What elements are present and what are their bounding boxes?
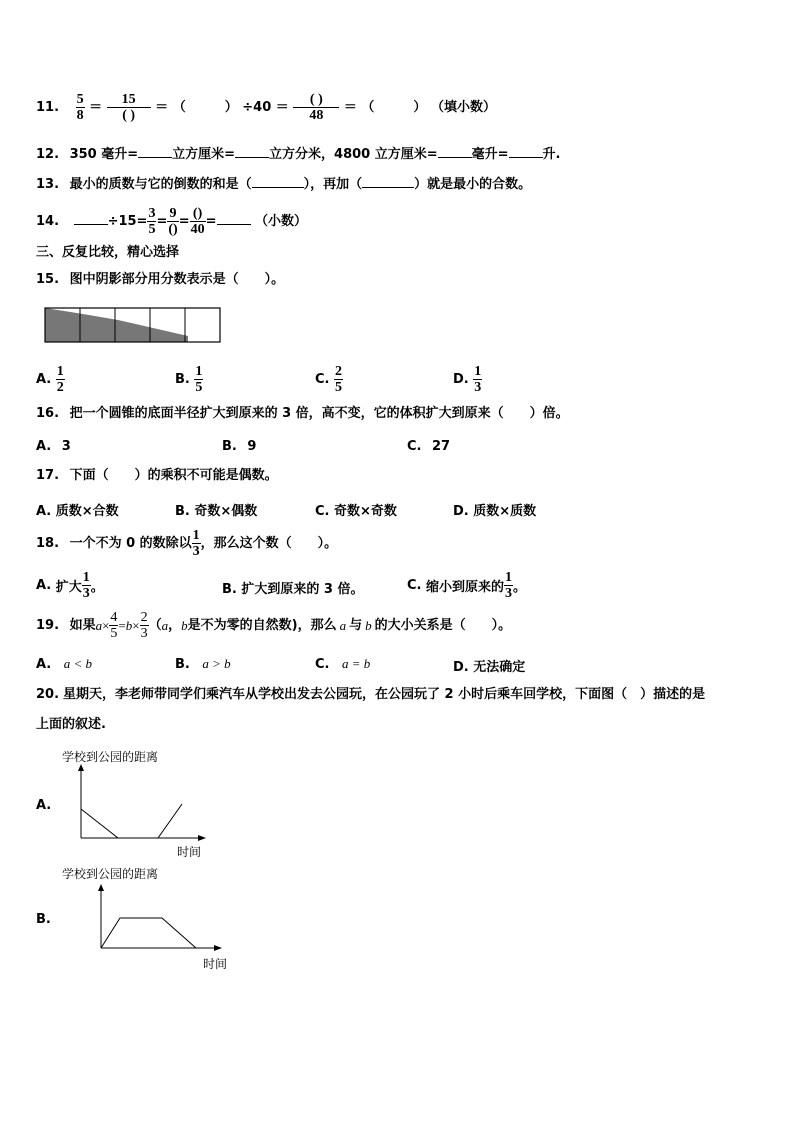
q19-option-a[interactable]: A. a < b [36,656,93,672]
q17-option-c[interactable]: C. 奇数×奇数 [315,504,397,519]
q18-question: 18. 一个不为 0 的数除以 $\frac{1}{3}$ ，那么这个数（ ）。 [36,528,338,559]
q11-frac3: $\frac{( )}{48}$ [293,92,339,123]
q15-option-a[interactable]: A. $\frac{1}{2}$ [36,364,64,395]
graph-b-chart [96,884,226,954]
graph-a-option-label[interactable]: A. [36,798,52,813]
q11-number: 11. [36,100,60,115]
q19-frac2: $\frac{2}{3}$ [140,610,148,641]
q18-fraction: $\frac{1}{3}$ [192,528,200,559]
q11-note: （填小数） [430,100,496,115]
graph-b-line [101,918,196,948]
graph-a-x-arrow [198,835,206,841]
graph-a-ylabel: 学校到公园的距离 [62,750,159,764]
q15-question: 15. 图中阴影部分用分数表示是（ ）。 [36,272,285,287]
q16-option-b[interactable]: B. 9 [222,439,257,454]
q11-blank2[interactable]: （ ） [361,100,427,115]
q20-question-line1: 20. 星期天，李老师带同学们乘汽车从学校出发去公园玩，在公园玩了 2 小时后乘车回学校，下面图（ ）描述的是 [36,687,706,702]
q14-blank1[interactable] [74,224,108,225]
q16-question: 16. 把一个圆锥的底面半径扩大到原来的 3 倍，高不变，它的体积扩大到原来（ ）倍。 [36,406,569,421]
q15-option-c[interactable]: C. $\frac{2}{5}$ [315,364,343,395]
q16-option-c[interactable]: C. 27 [407,439,451,454]
q19-option-c[interactable]: C. a = b [315,656,371,672]
q12-blank3[interactable] [438,157,472,158]
section-title: 三、反复比较，精心选择 [36,245,180,260]
q13-blank2[interactable] [362,187,414,188]
q19-frac1: $\frac{4}{5}$ [110,610,118,641]
q12-blank1[interactable] [138,157,172,158]
q18-option-b[interactable]: B. 扩大到原来的 3 倍。 [222,582,364,597]
q11-blank1[interactable]: （ ） [172,100,238,115]
q17-question: 17. 下面（ ）的乘积不可能是偶数。 [36,468,278,483]
graph-a-chart [76,764,216,844]
q15-shaded-region [45,308,188,342]
q14-frac2: $\frac{9}{()}$ [168,206,178,237]
graph-a-line [81,804,182,838]
graph-a-xlabel: 时间 [177,845,202,859]
graph-a-y-arrow [78,764,84,771]
q12-blank2[interactable] [235,157,269,158]
q16-option-a[interactable]: A. 3 [36,439,71,454]
q19-question: 19. 如果a× $\frac{4}{5}$ =b× $\frac{2}{3}$ （a，b是不为零的自然数)，那么 a 与 b 的大小关系是（ ）。 [36,610,512,641]
q11-row: 11. $\frac{5}{8}$ ＝ $\frac{15}{( )}$ ＝ （ ） ÷40 ＝ $\frac{( )}{48}$ ＝ （ ） （填小数） [36,92,496,123]
q19-option-b[interactable]: B. a > b [175,656,231,672]
q15-shaded-figure [43,304,223,344]
q18-option-c[interactable]: C. 缩小到原来的 $\frac{1}{3}$ 。 [407,570,527,601]
q18-option-a[interactable]: A. 扩大 $\frac{1}{3}$ 。 [36,570,104,601]
graph-b-x-arrow [214,945,222,951]
graph-b-xlabel: 时间 [203,957,228,971]
q17-option-d[interactable]: D. 质数×质数 [453,504,537,519]
q19-option-d[interactable]: D. 无法确定 [453,660,526,675]
q17-option-a[interactable]: A. 质数×合数 [36,504,119,519]
graph-b-option-label[interactable]: B. [36,912,51,927]
q12-row: 12. 350 毫升= 立方厘米= 立方分米，4800 立方厘米= 毫升= 升. [36,147,561,162]
q12-blank4[interactable] [509,157,543,158]
q15-option-b[interactable]: B. $\frac{1}{5}$ [175,364,203,395]
q15-option-d[interactable]: D. $\frac{1}{3}$ [453,364,482,395]
q13-blank1[interactable] [252,187,304,188]
q14-blank2[interactable] [217,224,251,225]
q11-frac2: $\frac{15}{( )}$ [107,92,151,123]
graph-b-ylabel: 学校到公园的距离 [62,867,159,881]
q14-row: 14. ÷15= $\frac{3}{5}$ = $\frac{9}{()}$ = $\frac{()}{40}$ = （小数） [36,206,308,237]
q20-question-line2: 上面的叙述. [36,717,106,732]
q13-row: 13. 最小的质数与它的倒数的和是（ ），再加（ ）就是最小的合数。 [36,177,532,192]
q14-frac3: $\frac{()}{40}$ [190,206,205,237]
q11-frac1: $\frac{5}{8}$ [76,92,84,123]
q14-frac1: $\frac{3}{5}$ [148,206,156,237]
q17-option-b[interactable]: B. 奇数×偶数 [175,504,258,519]
graph-b-y-arrow [98,884,104,891]
